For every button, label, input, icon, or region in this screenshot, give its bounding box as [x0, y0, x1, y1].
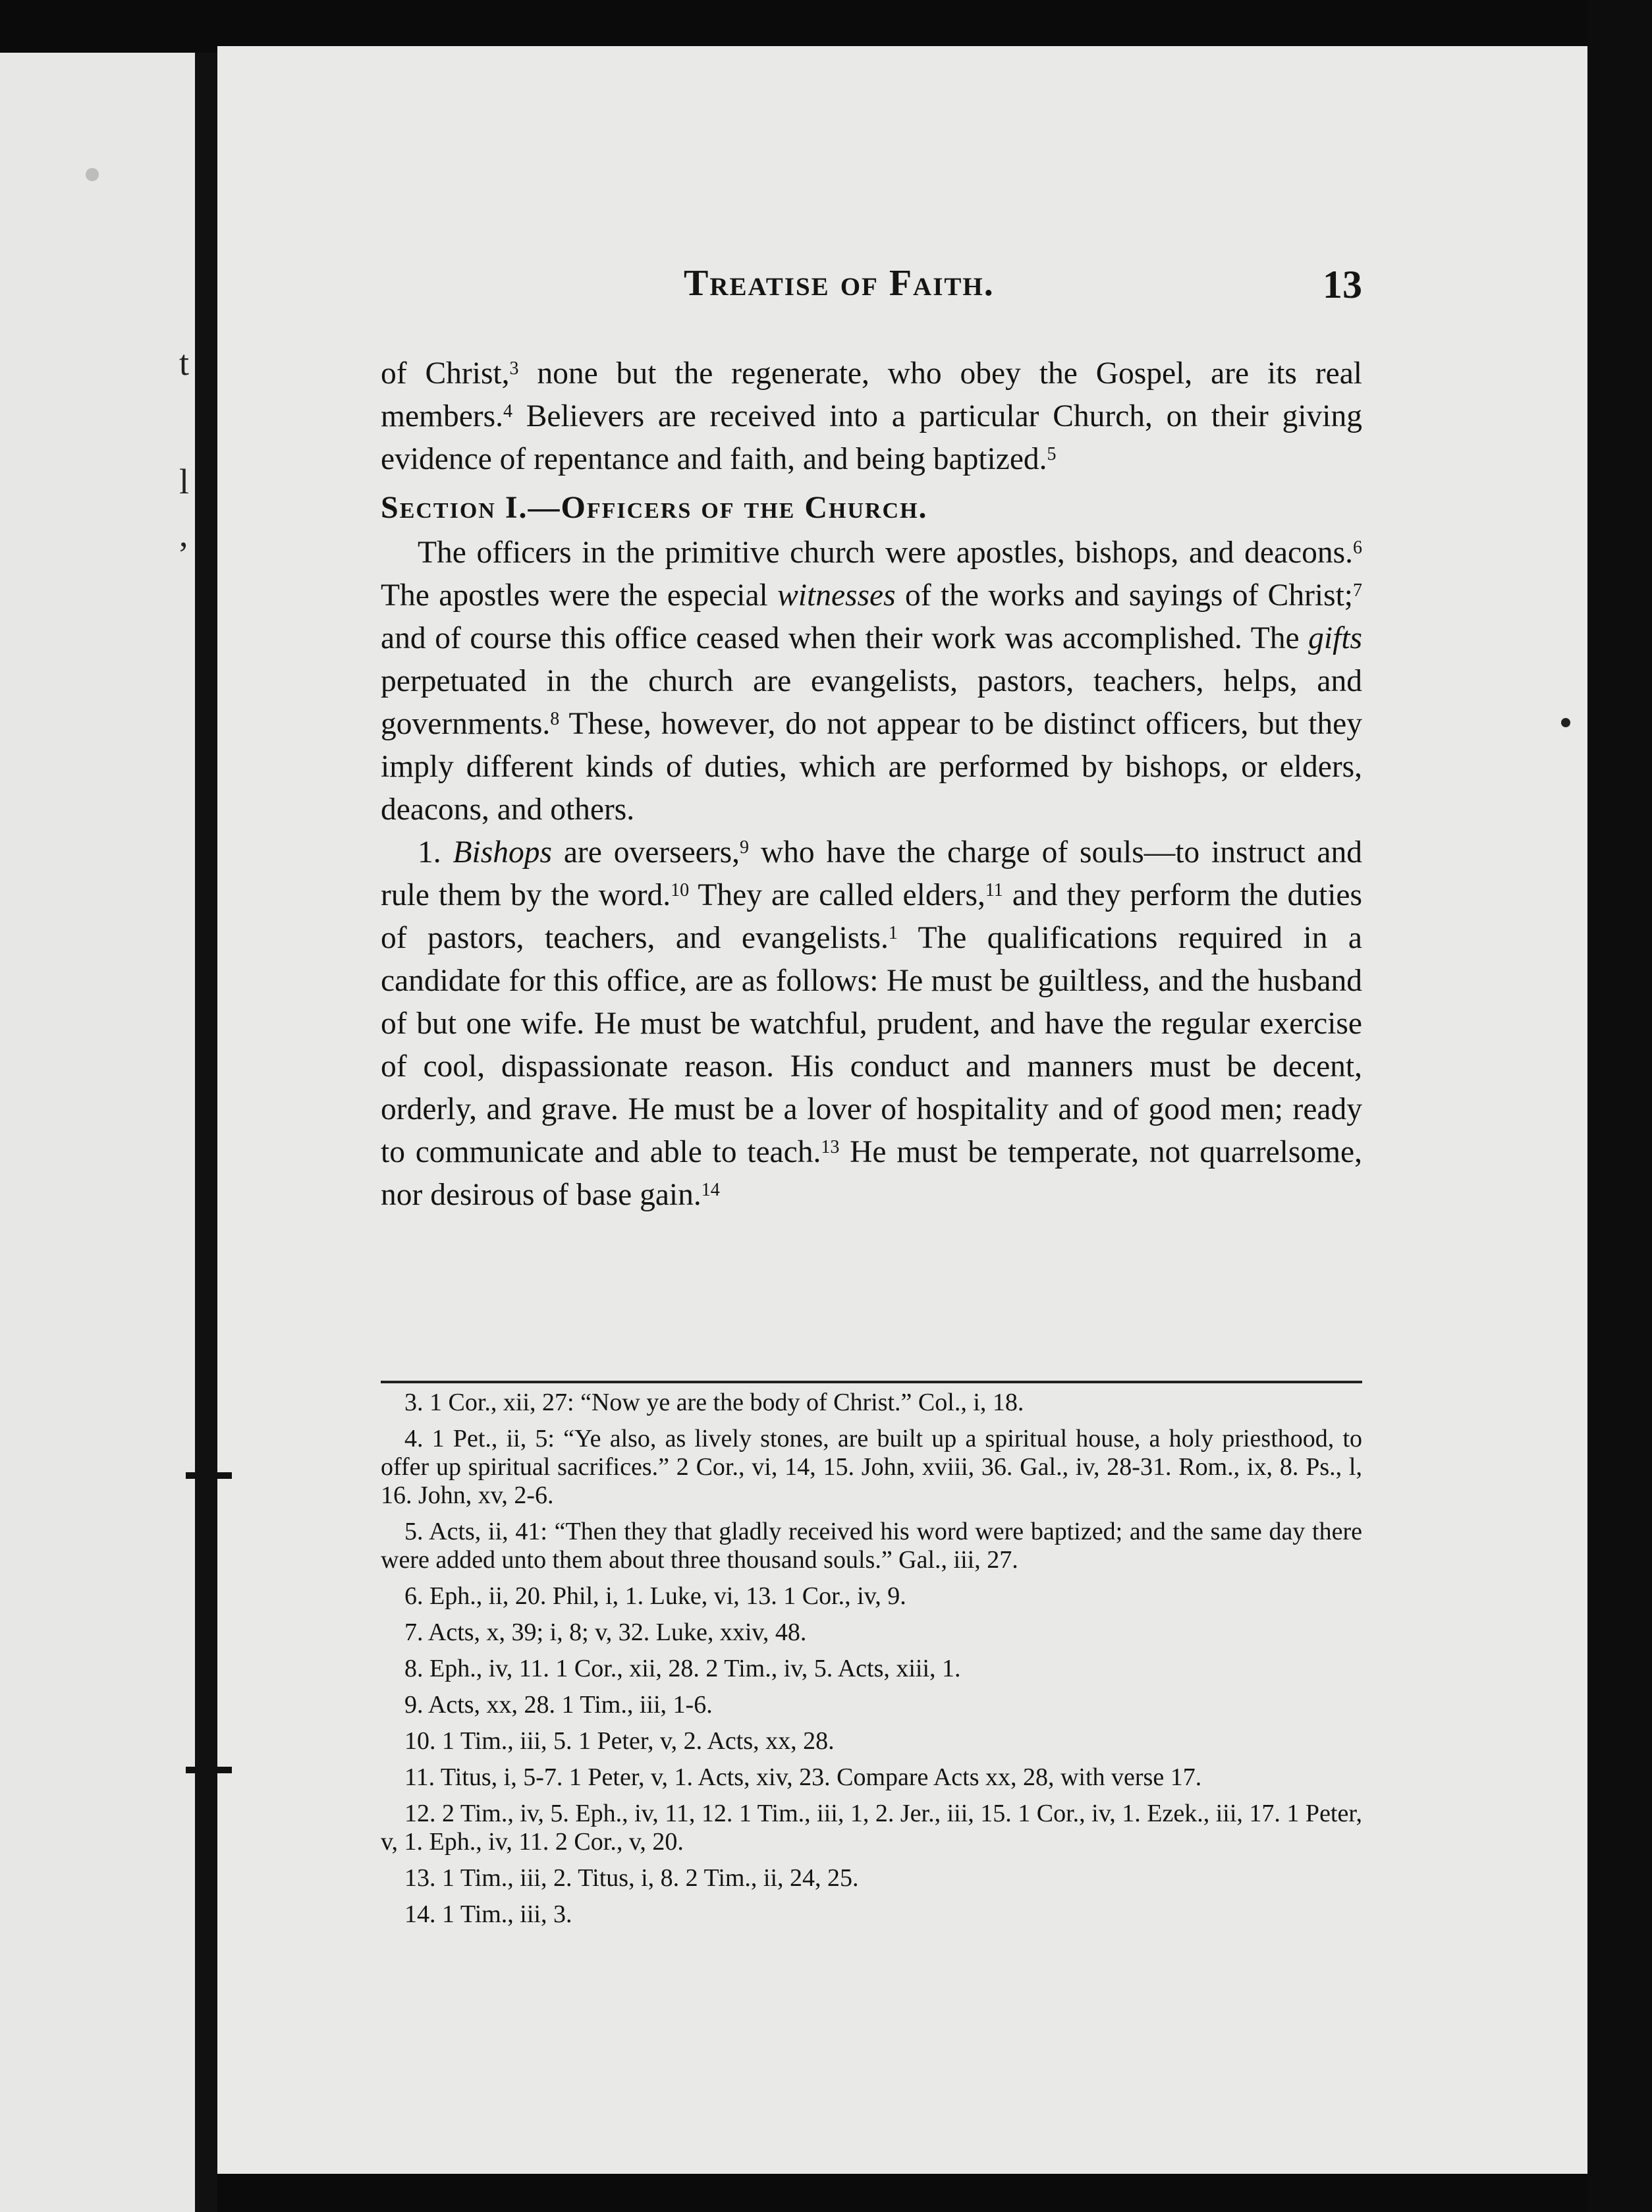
footnote-ref: 5 — [1047, 444, 1057, 464]
running-title: Treatise of Faith. — [684, 263, 995, 304]
footnote: 12. 2 Tim., iv, 5. Eph., iv, 11, 12. 1 Tim., iii, 1, 2. Jer., iii, 15. 1 Cor., iv, 1. Ezek., iii, 17. 1 Peter, v, 1. Eph., iv, 11. 2 Cor., v, 20. — [381, 1800, 1362, 1856]
footnotes — [381, 1389, 1362, 1937]
footnote: 8. Eph., iv, 11. 1 Cor., xii, 28. 2 Tim., iv, 5. Acts, xiii, 1. — [404, 1655, 961, 1682]
footnote-ref: 11 — [985, 880, 1003, 900]
italic-text: witnesses — [777, 578, 896, 613]
footnote-ref: 8 — [550, 709, 560, 729]
footnote-ref: 3 — [509, 358, 519, 379]
text-run: He must be temperate, not quarrelsome, nor desirous of base gain. — [381, 1135, 1362, 1212]
footnote-ref: 14 — [701, 1180, 720, 1200]
footnote-ref: 13 — [821, 1137, 840, 1157]
footnote: 4. 1 Pet., ii, 5: “Ye also, as lively stones, are built up a spiritual house, a holy priesthood, to offer up spiritual sacrifices.” 2 Cor., vi, 14, 15. John, xviii, 36. Gal., iv, 28-31. Rom., ix, 8. Ps., l, 16. John, xv, 2-6. — [381, 1425, 1362, 1509]
margin-fragment: l — [179, 462, 190, 501]
text-run: The qualifications required in a candidate for this office, are as follows: He must be guiltless, and the husband of but one wife. He must be watchful, prudent, and have the regular exercise of cool, dispassionate reason. His conduct and manners must be decent, orderly, and grave. He must be a lover of hospitality and of good men; ready to communicate and able to teach. — [381, 921, 1362, 1169]
paragraph — [381, 532, 1362, 831]
footnote: 10. 1 Tim., iii, 5. 1 Peter, v, 2. Acts, xx, 28. — [404, 1727, 835, 1755]
text-run: and of course this office ceased when their work was accomplished. The — [381, 621, 1309, 655]
footnote-ref: 4 — [503, 401, 512, 422]
page-number: 13 — [1323, 263, 1362, 306]
text-run: They are called elders, — [689, 878, 985, 912]
gutter-mark — [186, 1767, 232, 1773]
text-run: of Christ, — [381, 356, 510, 391]
footnote: 3. 1 Cor., xii, 27: “Now ye are the body of Christ.” Col., i, 18. — [404, 1389, 1024, 1416]
footnote-ref: 9 — [739, 837, 749, 858]
margin-fragment: t — [179, 343, 190, 383]
running-header — [684, 262, 1362, 315]
text-run: These, however, do not appear to be distinct officers, but they imply different kinds of duties, which are performed by bishops, or elders, deacons, and others. — [381, 707, 1362, 827]
body-text — [381, 352, 1362, 1217]
text-run: who have the charge of souls—to instruct and rule them by the word. — [381, 835, 1363, 912]
footnote: 13. 1 Tim., iii, 2. Titus, i, 8. 2 Tim., ii, 24, 25. — [404, 1864, 859, 1892]
footnote: 7. Acts, x, 39; i, 8; v, 32. Luke, xxiv, 48. — [404, 1618, 807, 1646]
footnote: 11. Titus, i, 5-7. 1 Peter, v, 1. Acts, xiv, 23. Compare Acts xx, 28, with verse 17. — [404, 1763, 1202, 1791]
paragraph — [381, 831, 1362, 1217]
paragraph — [381, 352, 1362, 481]
scan-border — [1587, 0, 1652, 2212]
text-run: 1. — [418, 835, 453, 870]
footnote-ref: 7 — [1353, 580, 1363, 601]
gutter-mark — [186, 1472, 232, 1479]
footnote-rule — [381, 1381, 1362, 1383]
text-run: Believers are received into a particular Church, on their giving evidence of repentance and faith, and being baptized. — [381, 399, 1362, 476]
text-run: perpetuated in the church are evangelists, pastors, teachers, helps, and governments. — [381, 664, 1362, 741]
text-run: none but the regenerate, who obey the Gospel, are its real members. — [381, 356, 1362, 433]
margin-fragment: , — [179, 514, 188, 554]
footnote: 14. 1 Tim., iii, 3. — [404, 1900, 572, 1928]
footnote-ref: 1 — [888, 923, 898, 943]
footnote-ref: 6 — [1353, 538, 1362, 558]
text-run: The officers in the primitive church were apostles, bishops, and deacons. — [418, 536, 1353, 570]
page-gutter — [195, 53, 217, 2212]
text-run: are overseers, — [551, 835, 740, 870]
left-page-edge — [0, 53, 198, 2212]
footnote: 5. Acts, ii, 41: “Then they that gladly received his word were baptized; and the same day there were added unto them about three thousand souls.” Gal., iii, 27. — [381, 1518, 1362, 1574]
italic-text: Bishops — [453, 835, 552, 870]
paper-speck — [86, 168, 99, 181]
paper-speck — [1561, 718, 1570, 727]
text-run: of the works and sayings of Christ; — [895, 578, 1354, 613]
italic-text: gifts — [1308, 621, 1362, 655]
section-heading: Section I.—Officers of the Church. — [381, 490, 928, 525]
footnote: 6. Eph., ii, 20. Phil, i, 1. Luke, vi, 13. 1 Cor., iv, 9. — [404, 1582, 906, 1610]
text-run: The apostles were the especial — [381, 578, 778, 613]
footnote-ref: 10 — [671, 880, 690, 900]
footnote: 9. Acts, xx, 28. 1 Tim., iii, 1-6. — [404, 1691, 713, 1719]
text-run: and they perform the duties of pastors, teachers, and evangelists. — [381, 878, 1363, 955]
